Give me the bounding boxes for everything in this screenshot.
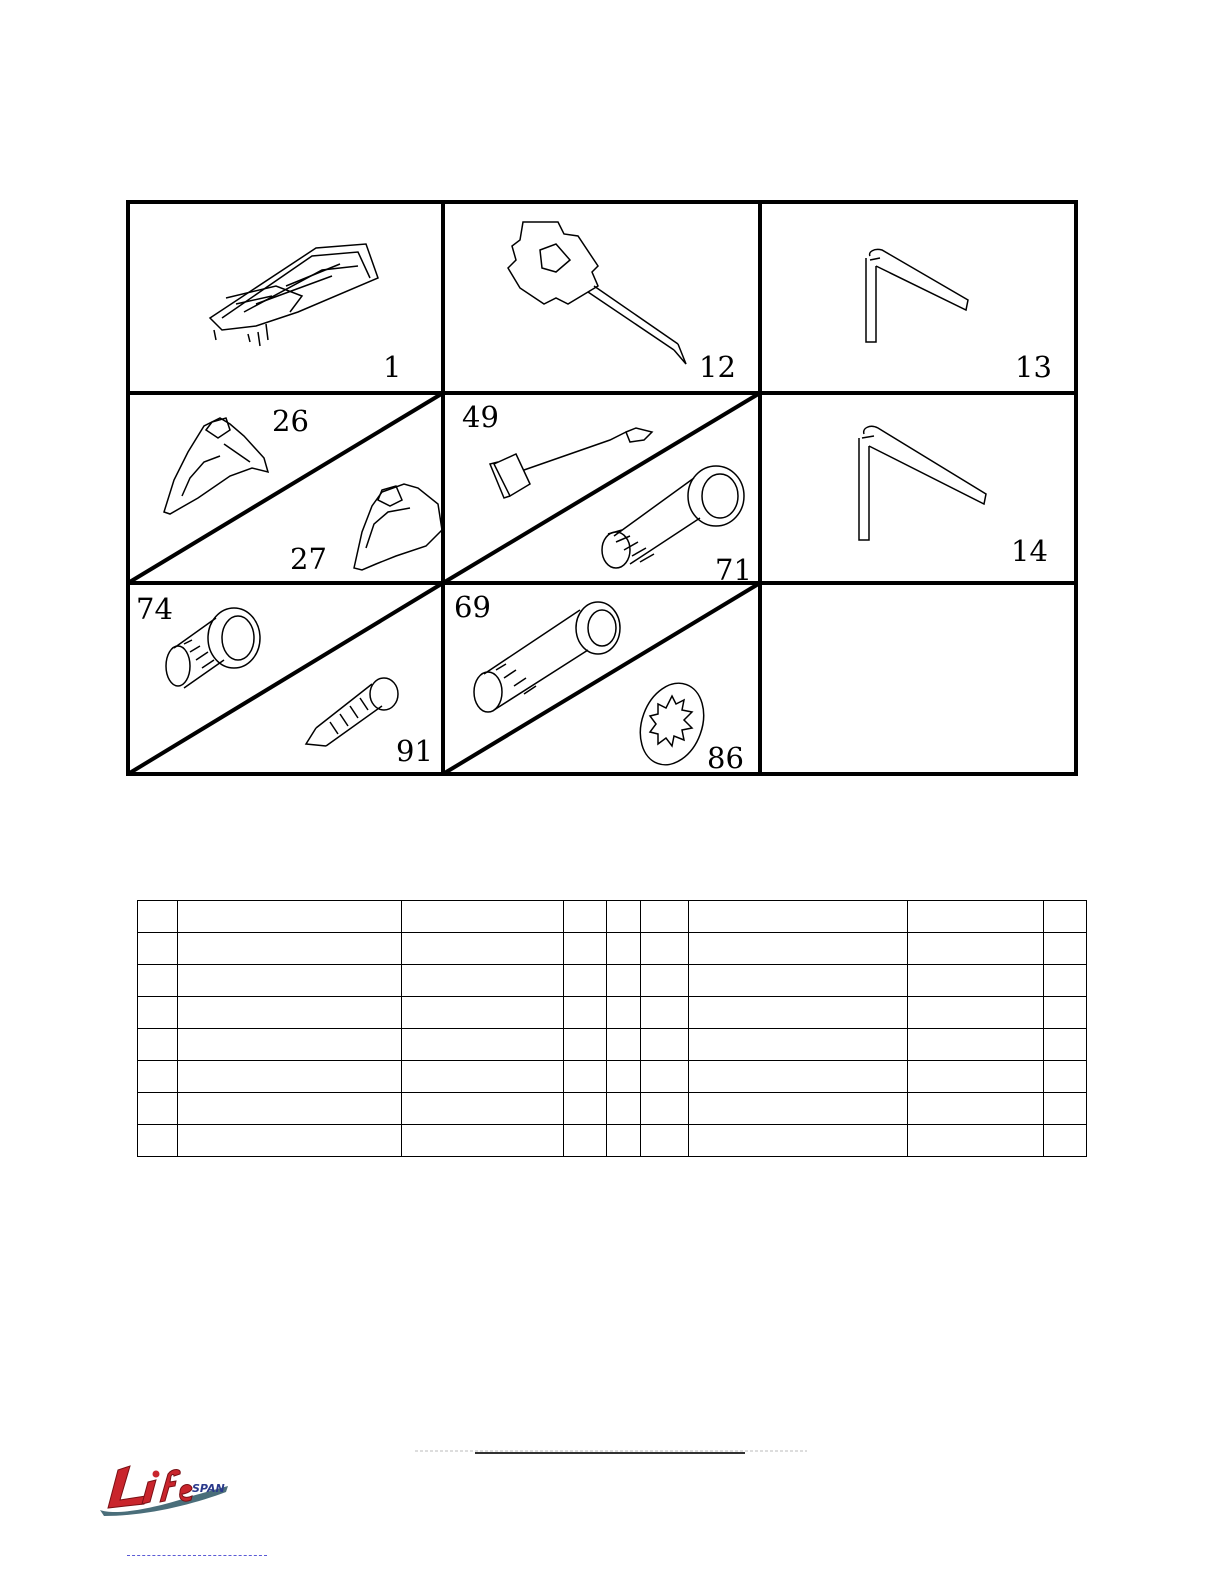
parts-grid — [126, 200, 1078, 776]
table-cell — [1044, 933, 1087, 965]
table-row — [138, 933, 1087, 965]
table-cell — [402, 933, 564, 965]
table-cell — [564, 1061, 607, 1093]
bolt-69-drawing — [474, 602, 620, 712]
table-cell — [689, 901, 908, 933]
table-cell — [641, 1125, 689, 1157]
table-cell — [138, 901, 178, 933]
table-cell — [689, 933, 908, 965]
table-cell — [1044, 1093, 1087, 1125]
self-tapping-screw-91-drawing — [306, 678, 398, 746]
table-cell — [178, 1125, 402, 1157]
part-label-14: 14 — [1011, 534, 1048, 568]
part-label-49: 49 — [462, 400, 499, 434]
table-cell — [138, 933, 178, 965]
table-cell — [138, 965, 178, 997]
table-cell — [641, 997, 689, 1029]
part-label-26: 26 — [272, 404, 309, 438]
table-cell — [641, 901, 689, 933]
table-cell — [564, 901, 607, 933]
table-cell — [564, 1125, 607, 1157]
part-label-1: 1 — [383, 350, 402, 384]
table-cell — [607, 1061, 641, 1093]
table-cell — [402, 965, 564, 997]
table-cell — [908, 1125, 1044, 1157]
table-cell — [178, 1029, 402, 1061]
table-cell — [908, 965, 1044, 997]
table-cell — [908, 933, 1044, 965]
table-cell — [689, 1029, 908, 1061]
lifespan-logo — [96, 1456, 236, 1520]
footer-rule — [415, 1450, 807, 1454]
table-cell — [641, 965, 689, 997]
part-label-27: 27 — [290, 542, 327, 576]
table-cell — [178, 901, 402, 933]
table-cell — [138, 1029, 178, 1061]
table-cell — [1044, 997, 1087, 1029]
table-cell — [402, 1125, 564, 1157]
part-label-69: 69 — [454, 590, 491, 624]
table-cell — [138, 1093, 178, 1125]
table-cell — [402, 1061, 564, 1093]
hex-key-large-drawing — [859, 426, 986, 540]
table-cell — [908, 1061, 1044, 1093]
table-cell — [689, 965, 908, 997]
table-cell — [1044, 1061, 1087, 1093]
table-cell — [564, 965, 607, 997]
table-cell — [607, 965, 641, 997]
table-cell — [1044, 901, 1087, 933]
table-cell — [908, 1093, 1044, 1125]
table-cell — [641, 933, 689, 965]
table-row — [138, 1061, 1087, 1093]
table-cell — [402, 1029, 564, 1061]
table-cell — [178, 997, 402, 1029]
table-cell — [564, 997, 607, 1029]
table-row — [138, 1029, 1087, 1061]
table-cell — [607, 1125, 641, 1157]
table-cell — [402, 997, 564, 1029]
table-cell — [607, 1029, 641, 1061]
hex-key-small-drawing — [866, 249, 968, 342]
parts-table-body — [138, 901, 1087, 1157]
table-cell — [607, 933, 641, 965]
table-cell — [178, 1093, 402, 1125]
table-cell — [178, 1061, 402, 1093]
safety-key-drawing — [490, 428, 652, 498]
table-row — [138, 901, 1087, 933]
spanner-tool-drawing — [508, 222, 686, 364]
table-cell — [178, 933, 402, 965]
table-cell — [908, 1029, 1044, 1061]
table-cell — [607, 997, 641, 1029]
table-cell — [607, 1093, 641, 1125]
table-cell — [138, 1125, 178, 1157]
part-label-13: 13 — [1015, 350, 1052, 384]
table-cell — [138, 1061, 178, 1093]
table-row — [138, 1125, 1087, 1157]
table-cell — [178, 965, 402, 997]
table-cell — [402, 1093, 564, 1125]
part-label-91: 91 — [396, 734, 433, 768]
table-cell — [641, 1061, 689, 1093]
parts-grid-lines — [126, 200, 1078, 776]
table-cell — [689, 997, 908, 1029]
table-cell — [908, 997, 1044, 1029]
short-bolt-74-drawing — [166, 608, 260, 688]
table-cell — [908, 901, 1044, 933]
table-row — [138, 1093, 1087, 1125]
table-cell — [138, 997, 178, 1029]
front-cover-right-drawing — [354, 484, 442, 570]
table-cell — [564, 933, 607, 965]
star-washer-86-drawing — [629, 674, 714, 773]
bottom-link-underline — [127, 1555, 267, 1557]
table-cell — [1044, 1125, 1087, 1157]
table-cell — [564, 1029, 607, 1061]
part-label-86: 86 — [707, 741, 744, 775]
table-cell — [1044, 965, 1087, 997]
table-cell — [1044, 1029, 1087, 1061]
parts-list-table — [137, 900, 1087, 1157]
table-cell — [564, 1093, 607, 1125]
table-cell — [607, 901, 641, 933]
table-row — [138, 997, 1087, 1029]
treadmill-base-drawing — [210, 244, 378, 346]
table-cell — [689, 1125, 908, 1157]
table-row — [138, 965, 1087, 997]
table-cell — [689, 1061, 908, 1093]
table-cell — [641, 1029, 689, 1061]
front-cover-left-drawing — [164, 418, 268, 514]
table-cell — [641, 1093, 689, 1125]
table-cell — [402, 901, 564, 933]
table-cell — [689, 1093, 908, 1125]
part-label-71: 71 — [715, 553, 752, 587]
logo-span-text: SPAN — [192, 1482, 225, 1495]
part-label-12: 12 — [699, 350, 736, 384]
part-label-74: 74 — [136, 592, 173, 626]
